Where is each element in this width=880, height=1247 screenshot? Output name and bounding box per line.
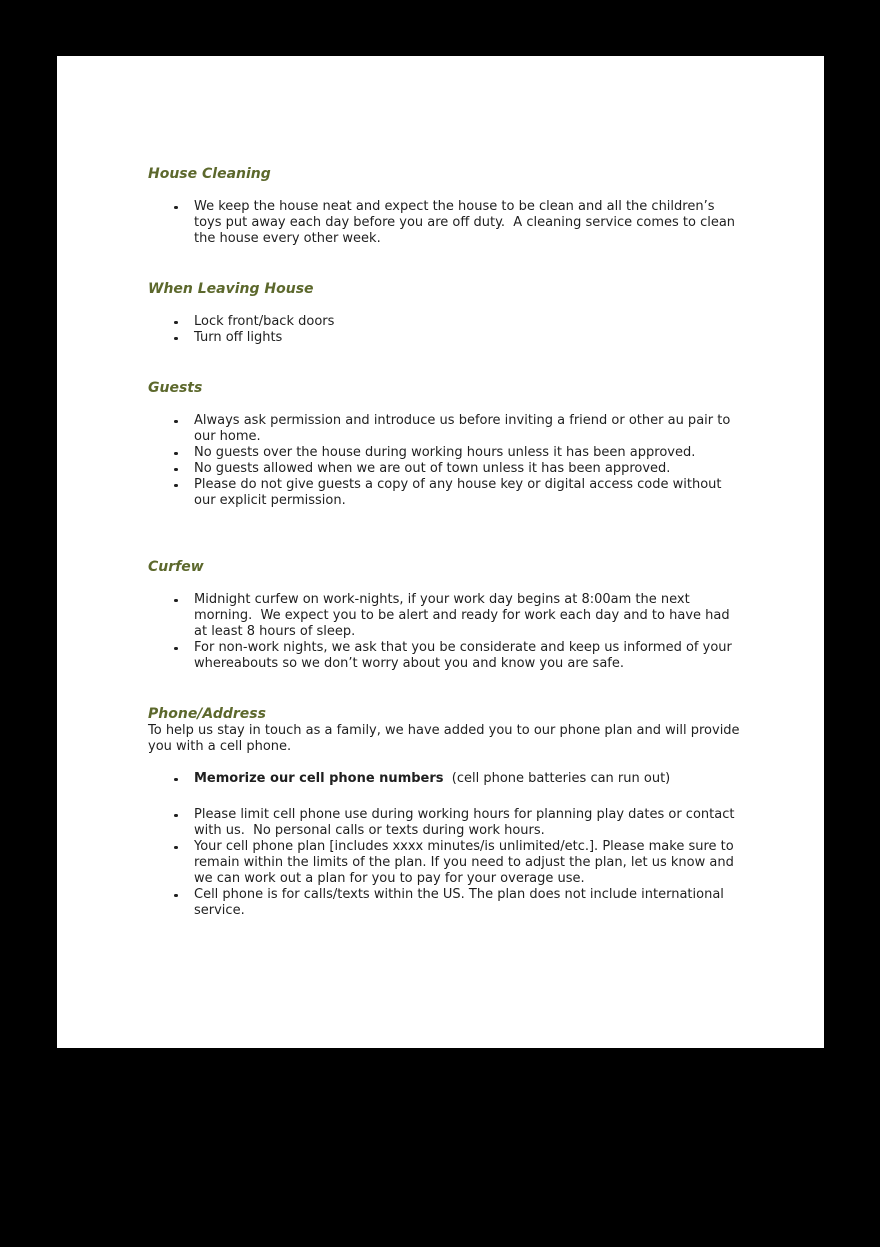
memorize-rest-text: (cell phone batteries can run out) (443, 771, 671, 786)
section-heading-when-leaving-house: When Leaving House (148, 281, 314, 297)
bullet-text: Midnight curfew on work-nights, if your work day begins at 8:00am the next morning. We expect you to be alert and ready for work each day and to have had at least 8 hours of sleep. (194, 592, 734, 639)
memorize-bold-text: Memorize our cell phone numbers (194, 771, 444, 786)
bullet-item (148, 413, 744, 445)
bullet-text: Lock front/back doors (194, 314, 335, 329)
document-content (148, 166, 744, 919)
phone-intro-paragraph: To help us stay in touch as a family, we have added you to our phone plan and will provide you with a cell phone. (148, 723, 744, 754)
bullet-text: Please do not give guests a copy of any house key or digital access code without our explicit permission. (194, 477, 726, 508)
section-heading-guests: Guests (148, 380, 203, 396)
when-leaving-house-list (148, 314, 744, 346)
bullet-text: No guests allowed when we are out of town unless it has been approved. (194, 461, 671, 476)
bullet-text: We keep the house neat and expect the house to be clean and all the children’s toys put away each day before you are off duty. A cleaning service comes to clean the house every other week. (194, 199, 740, 246)
bullet-item (148, 887, 744, 919)
bullet-item (148, 199, 744, 247)
bullet-item (148, 314, 744, 330)
document-page (57, 56, 824, 1048)
curfew-list (148, 592, 744, 672)
house-cleaning-list (148, 199, 744, 247)
bullet-item (148, 839, 744, 887)
phone-rules-list (148, 807, 744, 919)
bullet-text: No guests over the house during working hours unless it has been approved. (194, 445, 696, 460)
bullet-text: For non-work nights, we ask that you be considerate and keep us informed of your whereabouts so we don’t worry about you and know you are safe. (194, 640, 737, 671)
bullet-item (148, 445, 744, 461)
section-heading-phone-address: Phone/Address (148, 706, 266, 722)
section-heading-house-cleaning: House Cleaning (148, 166, 271, 182)
guests-list (148, 413, 744, 509)
bullet-text: Your cell phone plan [includes xxxx minutes/is unlimited/etc.]. Please make sure to remain within the limits of the plan. If you need to adjust the plan, let us know and we can work out a plan for you to pay for your overage use. (194, 839, 738, 886)
bullet-item (148, 592, 744, 640)
bullet-item (148, 477, 744, 509)
bullet-item (148, 461, 744, 477)
bullet-item (148, 807, 744, 839)
section-heading-curfew: Curfew (148, 559, 204, 575)
phone-memorize-list (148, 771, 744, 787)
bullet-item (148, 330, 744, 346)
bullet-item (148, 640, 744, 672)
bullet-text: Always ask permission and introduce us before inviting a friend or other au pair to our home. (194, 413, 735, 444)
bullet-text: Turn off lights (194, 330, 283, 345)
bullet-item (148, 771, 744, 787)
bullet-text: Please limit cell phone use during working hours for planning play dates or contact with us. No personal calls or texts during work hours. (194, 807, 739, 838)
bullet-text: Cell phone is for calls/texts within the US. The plan does not include international service. (194, 887, 729, 918)
